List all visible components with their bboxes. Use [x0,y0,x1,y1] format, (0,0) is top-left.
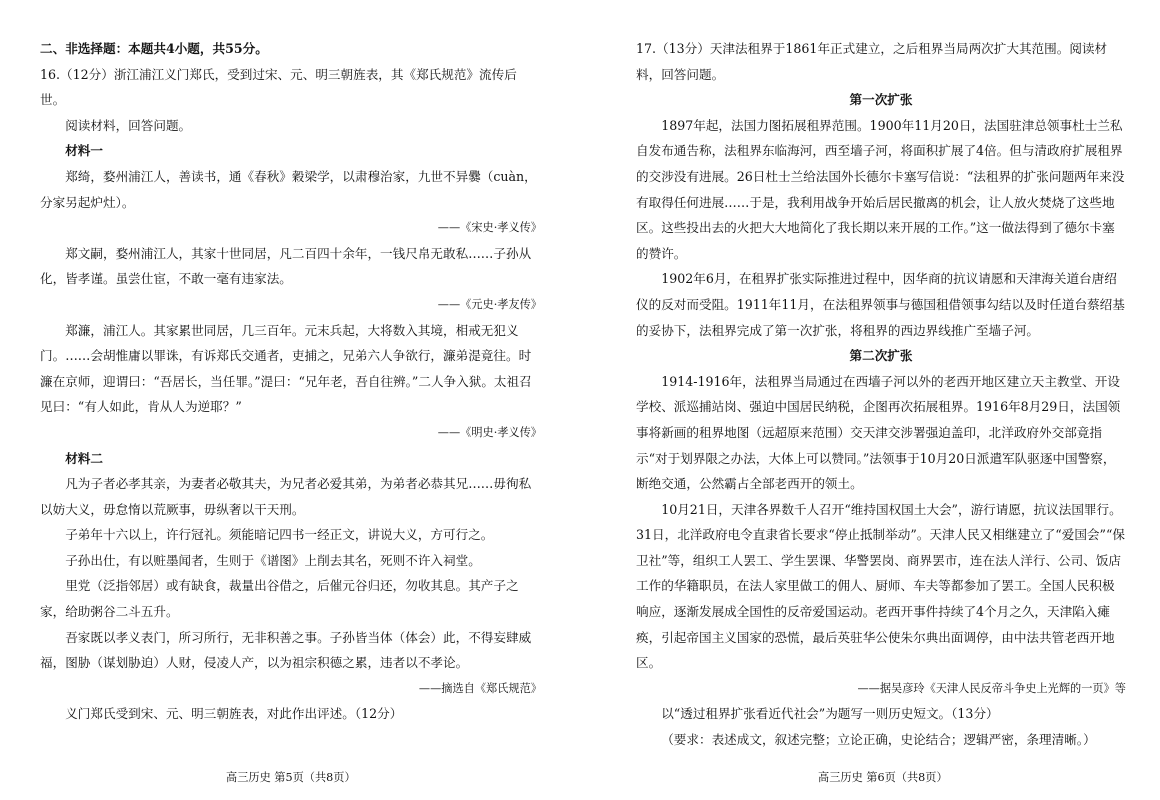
material-1-label: 材料一 [65,143,103,159]
q16-task: 义门郑氏受到宋、元、明三朝旌表，对此作出评述。（12分） [65,706,403,722]
subheading-first-expansion: 第一次扩张 [849,92,913,108]
q17-requirements: （要求：表述成文，叙述完整；立论正确，史论结合；逻辑严密，条理清晰。） [661,732,1096,748]
material-1-source: ——《明史·孝义传》 [437,425,542,439]
material-2-paragraph: 子弟年十六以上，许行冠礼。须能暗记四书一经正文，讲说大义，方可行之。 [65,527,494,543]
material-2-paragraph: 里党（泛指邻居）或有缺食，裁量出谷借之，后催元谷归还，勿收其息。其产子之家，给助粥谷二斗五升。 [40,578,519,620]
paragraph: 1897年起，法国力图拓展租界范围。1900年11月20日，法国驻津总领事杜士兰私自发布通告称，法租界东临海河，西至墙子河，将面积扩展了4倍。但与清政府扩展租界的交涉没有进展。26日杜士兰给法国外长德尔卡塞写信说：“法租界的扩张问题两年来没有取得任何进展……于是，我利用战争开始后居民撤离的机会，让人放火焚烧了这些地区。这些投出去的火把大大地简化了我长期以来开展的工作。”这一做法得到了德尔卡塞的赞许。 [636,117,1125,261]
q16-stem: 16.（12分）浙江浦江义门郑氏，受到过宋、元、明三朝旌表，其《郑氏规范》流传后世。 [40,66,517,108]
section-heading: 二、非选择题：本题共4小题，共55分。 [40,41,268,56]
paragraph: 10月21日，天津各界数千人召开“维持国权国土大会”，游行请愿，抗议法国罪行。31日，北洋政府电令直隶省长要求“停止抵制举动”。天津人民又相继建立了“爱国会”“保卫社”等，组织工人罢工、学生罢课、华警罢岗、商界罢市，连在法人洋行、公司、饭店工作的华籍职员，在法人家里做工的佣人、厨师、车夫等都参加了罢工。全国人民积极响应，逐渐发展成全国性的反帝爱国运动。老西开事件持续了4个月之久，天津陷入瘫痪，引起帝国主义国家的恐慌，最后英驻华公使朱尔典出面调停，由中法共管老西开地区。 [636,501,1125,671]
material-2-label: 材料二 [65,450,103,466]
material-1-paragraph: 郑濂，浦江人。其家累世同居，几三百年。元末兵起，大将数入其境，相戒无犯义门。……会胡惟庸以罪诛，有诉郑氏交通者，吏捕之，兄弟六人争欲行，濂弟湜竟往。时濂在京师，迎谓曰：“吾居长，当任罪。”湜曰：“兄年老，吾自往辨。”二人争入狱。太祖召见曰：“有人如此，肯从人为逆耶？” [40,322,532,415]
page-footer-left: 高三历史 第5页（共8页） [226,771,356,784]
material-1-source: ——《宋史·孝义传》 [437,221,542,235]
material-1-paragraph: 郑绮，婺州浦江人，善读书，通《春秋》穀梁学，以肃穆治家，九世不异爨（cuàn，分家另起炉灶）。 [40,168,537,210]
left-page [40,36,542,727]
material-2-paragraph: 吾家既以孝义表门，所习所行，无非积善之事。子孙皆当体（体会）此，不得妄肆威福，图胁（谋划胁迫）人财，侵凌人产，以为祖宗积德之累，违者以不孝论。 [40,629,532,671]
material-1-source: ——《元史·孝友传》 [437,297,542,311]
material-2-paragraph: 凡为子者必孝其亲，为妻者必敬其夫，为兄者必爱其弟，为弟者必恭其兄……毋徇私以妨大义，毋怠惰以荒厥事，毋纵奢以干天刑。 [40,476,532,517]
q17-task: 以“透过租界扩张看近代社会”为题写一则历史短文。（13分） [661,706,999,722]
q17-stem: 17.（13分）天津法租界于1861年正式建立，之后租界当局两次扩大其范围。阅读材料，回答问题。 [636,41,1108,82]
q16-stem-instruction: 阅读材料，回答问题。 [65,117,192,133]
subheading-second-expansion: 第二次扩张 [849,348,913,364]
paragraph: 1914-1916年，法租界当局通过在西墙子河以外的老西开地区建立天主教堂、开设学校、派巡捕站岗、强迫中国居民纳税，企图再次拓展租界。1916年8月29日，法国领事将新画的租界地图（远超原来范围）交天津交涉署强迫盖印，北洋政府外交部竟指示“对于划界限之办法，大体上可以赞同。”法领事于10月20日派遣军队驱逐中国警察，断绝交通，公然霸占全部老西开的领土。 [636,373,1121,492]
material-1-paragraph: 郑文嗣，婺州浦江人，其家十世同居，凡二百四十余年，一钱尺帛无敢私……子孙从化，皆孝谨。虽尝仕宦，不敢一毫有违家法。 [40,245,532,287]
right-page [636,36,1126,753]
paragraph: 1902年6月，在租界扩张实际推进过程中，因华商的抗议请愿和天津海关道台唐绍仪的反对而受阻。1911年11月，在法租界领事与德国租借领事勾结以及时任道台蔡绍基的妥协下，法租界完成了第一次扩张，将租界的西边界线推广至墙子河。 [636,271,1125,338]
source-citation: ——据吴彦玲《天津人民反帝斗争史上光辉的一页》等 [857,681,1126,695]
material-2-source: ——摘选自《郑氏规范》 [418,681,542,695]
material-2-paragraph: 子孙出仕，有以赃墨闻者，生则于《谱图》上削去其名，死则不许入祠堂。 [65,552,481,568]
page-footer-right: 高三历史 第6页（共8页） [818,771,948,784]
